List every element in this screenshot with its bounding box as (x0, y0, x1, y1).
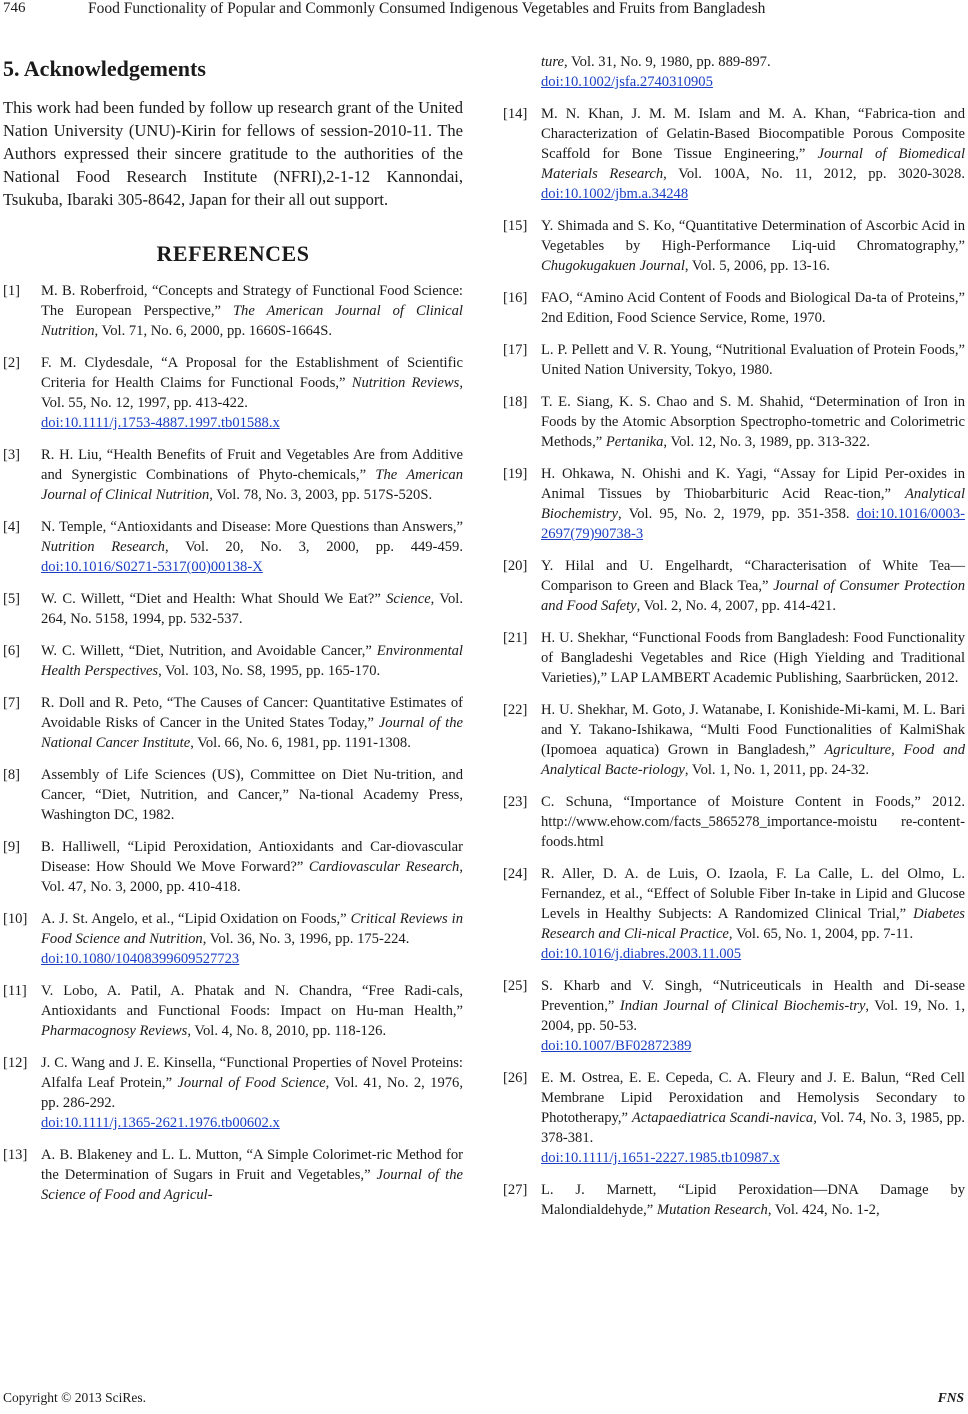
reference-text: M. N. Khan, J. M. M. Islam and M. A. Khan, “Fabrica-tion and Characterization of Gelatin-Based Biocompatible Porous Composite Scaffold for Bone Tissue Engineering,” (541, 106, 965, 162)
reference-journal: Mutation Research (656, 1202, 768, 1218)
reference-text: V. Lobo, A. Patil, A. Phatak and N. Chandra, “Free Radi-cals, Antioxidants and Functional Foods: Impact on Hu-man Health,” (41, 983, 463, 1019)
reference-item (503, 976, 965, 1056)
reference-details: , Vol. 74, No. 3, 1985, pp. 378-381. (541, 1110, 965, 1146)
acknowledgements-text: This work had been funded by follow up research grant of the United Nation University (UNU)-Kirin for fellows of session-2010-11. The Authors expressed their sincere gratitude to the authorities of the National Food Research Institute (NFRI),2-1-12 Kannondai, Tsukuba, Ibaraki 305-8642, Japan for their all out support. (3, 98, 463, 209)
reference-item (503, 464, 965, 544)
reference-journal: Journal of Biomedical Materials Research (541, 146, 966, 182)
reference-journal: The American Journal of Clinical Nutrition (41, 303, 463, 339)
reference-number: [12] (3, 1055, 28, 1071)
reference-details: , Vol. 1, No. 1, 2011, pp. 24-32. (684, 762, 870, 778)
reference-text: H. U. Shekhar, “Functional Foods from Bangladesh: Food Functionality of Bangladeshi Vegetables and Rice (High Yielding and Traditional Varieties),” LAP LAMBERT Academic Publishing, Saarbrücken, 2012. (541, 630, 965, 686)
reference-item (3, 281, 463, 341)
reference-text: S. Kharb and V. Singh, “Nutriceuticals in Health and Di-sease Prevention,” (541, 978, 965, 1014)
reference-details: , Vol. 55, No. 12, 1997, pp. 413-422. (41, 375, 463, 411)
reference-item (3, 641, 463, 681)
reference-text: Y. Hilal and U. Engelhardt, “Characterisation of White Tea—Comparison to Green and Black Tea,” (541, 558, 965, 594)
reference-details: , Vol. 65, No. 1, 2004, pp. 7-11. (728, 926, 914, 942)
reference-text: L. P. Pellett and V. R. Young, “Nutritional Evaluation of Protein Foods,” United Nation University, Tokyo, 1980. (541, 342, 965, 378)
reference-details: , Vol. 5, 2006, pp. 13-16. (684, 258, 830, 274)
reference-number: [6] (3, 643, 21, 659)
reference-item (503, 216, 965, 276)
doi-link[interactable]: doi:10.1080/10408399609527723 (41, 951, 240, 967)
reference-text: A. B. Blakeney and L. L. Mutton, “A Simple Colorimet-ric Method for the Determination of Sugars in Fruit and Vegetables,” (41, 1147, 463, 1183)
reference-item (3, 517, 463, 577)
left-column (3, 50, 463, 1217)
reference-text: R. Doll and R. Peto, “The Causes of Cancer: Quantitative Estimates of Avoidable Risks of Cancer in the United States Today,” (41, 695, 463, 731)
continued-reference-details: , Vol. 31, No. 9, 1980, pp. 889-897. (563, 54, 771, 70)
reference-journal: Nutrition Reviews (351, 375, 460, 391)
doi-link[interactable]: doi:10.1002/jsfa.2740310905 (541, 74, 713, 90)
reference-details: , Vol. 264, No. 5158, 1994, pp. 532-537. (41, 591, 463, 627)
reference-journal: Indian Journal of Clinical Biochemis-try (619, 998, 866, 1014)
reference-text: W. C. Willett, “Diet, Nutrition, and Avoidable Cancer,” (41, 643, 377, 659)
page-number: 746 (3, 0, 26, 16)
copyright-notice: Copyright © 2013 SciRes. (3, 1390, 147, 1405)
reference-details: , Vol. 41, No. 2, 1976, pp. 286-292. (41, 1075, 464, 1111)
reference-journal: The American Journal of Clinical Nutrition (41, 467, 464, 503)
reference-item (3, 981, 463, 1041)
reference-item (503, 556, 965, 616)
reference-journal: Nutrition Research (41, 539, 165, 555)
reference-details: , Vol. 66, No. 6, 1981, pp. 1191-1308. (190, 735, 411, 751)
reference-text: L. J. Marnett, “Lipid Peroxidation—DNA Damage by Malondialdehyde,” (541, 1182, 965, 1218)
doi-link[interactable]: doi:10.1016/0003-2697(79)90738-3 (541, 506, 965, 542)
reference-journal: Environmental Health Perspectives (41, 643, 463, 679)
reference-text: Assembly of Life Sciences (US), Committee on Diet Nu-trition, and Cancer, “Diet, Nutrition, and Cancer,” Na-tional Academy Press, Washington DC, 1982. (41, 767, 463, 823)
reference-text: A. J. St. Angelo, et al., “Lipid Oxidation on Foods,” (41, 911, 351, 927)
reference-number: [24] (503, 866, 528, 882)
doi-link[interactable]: doi:10.1002/jbm.a.34248 (541, 186, 689, 202)
reference-details: , Vol. 2, No. 4, 2007, pp. 414-421. (636, 598, 836, 614)
journal-abbreviation: FNS (937, 1390, 964, 1405)
reference-text: R. H. Liu, “Health Benefits of Fruit and Vegetables Are from Additive and Synergistic Combinations of Phyto-chemicals,” (41, 447, 463, 483)
reference-journal: Diabetes Research and Cli-nical Practice (541, 906, 965, 942)
reference-details: , Vol. 71, No. 6, 2000, pp. 1660S-1664S. (94, 323, 332, 339)
reference-journal: Pertanika (605, 434, 664, 450)
reference-number: [4] (3, 519, 21, 535)
reference-item (3, 693, 463, 753)
reference-item (503, 340, 965, 380)
reference-number: [10] (3, 911, 28, 927)
reference-item (503, 1068, 965, 1168)
reference-item (503, 104, 965, 204)
acknowledgements-heading: 5. Acknowledgements (3, 56, 206, 81)
reference-text: W. C. Willett, “Diet and Health: What Should We Eat?” (41, 591, 387, 607)
reference-item (3, 1145, 463, 1205)
doi-link[interactable]: doi:10.1007/BF02872389 (541, 1038, 692, 1054)
reference-number: [13] (3, 1147, 28, 1163)
reference-number: [11] (3, 983, 27, 999)
reference-item (3, 353, 463, 433)
continued-reference-journal: ture (541, 54, 564, 70)
reference-item (503, 1180, 965, 1220)
reference-details: , Vol. 20, No. 3, 2000, pp. 449-459. (164, 539, 463, 555)
reference-number: [21] (503, 630, 528, 646)
reference-text: C. Schuna, “Importance of Moisture Content in Foods,” 2012. http://www.ehow.com/facts_5865278_importance-moistu re-content-foods.html (541, 794, 965, 850)
reference-journal: Actapaediatrica Scandi-navica (631, 1110, 814, 1126)
reference-details: , Vol. 19, No. 1, 2004, pp. 50-53. (541, 998, 965, 1034)
reference-text: R. Aller, D. A. de Luis, O. Izaola, F. La Calle, L. del Olmo, L. Fernandez, et al., “Effect of Soluble Fiber In-take in Lipid and Glucose Levels in Healthy Subjects: A Randomized Clinical Trial,” (541, 866, 965, 922)
reference-journal: Science (386, 591, 431, 607)
reference-number: [3] (3, 447, 21, 463)
reference-details: , Vol. 95, No. 2, 1979, pp. 351-358. (618, 506, 857, 522)
reference-journal: Cardiovascular Research (308, 859, 460, 875)
reference-text: J. C. Wang and J. E. Kinsella, “Functional Properties of Novel Proteins: Alfalfa Leaf Protein,” (41, 1055, 463, 1091)
reference-journal: Journal of the Science of Food and Agricul- (41, 1167, 463, 1203)
reference-number: [22] (503, 702, 528, 718)
reference-number: [5] (3, 591, 21, 607)
reference-text: F. M. Clydesdale, “A Proposal for the Establishment of Scientific Criteria for Health Claims for Functional Foods,” (41, 355, 463, 391)
reference-details: , Vol. 4, No. 8, 2010, pp. 118-126. (187, 1023, 387, 1039)
reference-number: [1] (3, 283, 21, 299)
reference-item (3, 445, 463, 505)
reference-number: [23] (503, 794, 528, 810)
reference-journal: Chugokugakuen Journal (541, 258, 685, 274)
reference-number: [19] (503, 466, 528, 482)
reference-text: T. E. Siang, K. S. Chao and S. M. Shahid, “Determination of Iron in Foods by the Atomic Absorption Spectropho-tometric and Colorimetric Methods,” (541, 394, 965, 450)
reference-item (503, 700, 965, 780)
reference-details: , Vol. 424, No. 1-2, (767, 1202, 880, 1218)
reference-number: [9] (3, 839, 21, 855)
reference-details: , Vol. 103, No. S8, 1995, pp. 165-170. (158, 663, 381, 679)
reference-details: , Vol. 78, No. 3, 2003, pp. 517S-520S. (209, 487, 433, 503)
reference-item (503, 392, 965, 452)
reference-item (3, 837, 463, 897)
reference-number: [16] (503, 290, 528, 306)
reference-text: M. B. Roberfroid, “Concepts and Strategy of Functional Food Science: The European Perspective,” (41, 283, 463, 319)
reference-item (503, 864, 965, 964)
reference-item (3, 1053, 463, 1133)
reference-number: [26] (503, 1070, 528, 1086)
reference-item (3, 765, 463, 825)
continued-reference (503, 52, 965, 92)
reference-text: FAO, “Amino Acid Content of Foods and Biological Da-ta of Proteins,” 2nd Edition, Food Science Service, Rome, 1970. (541, 290, 965, 326)
doi-link[interactable]: doi:10.1111/j.1753-4887.1997.tb01588.x (41, 415, 280, 431)
reference-journal: Pharmacognosy Reviews (41, 1023, 188, 1039)
reference-details: , Vol. 100A, No. 11, 2012, pp. 3020-3028. (663, 166, 966, 182)
reference-item (503, 792, 965, 852)
reference-number: [2] (3, 355, 21, 371)
reference-number: [15] (503, 218, 528, 234)
doi-link[interactable]: doi:10.1016/S0271-5317(00)00138-X (41, 559, 263, 575)
reference-item (503, 628, 965, 688)
reference-text: N. Temple, “Antioxidants and Disease: More Questions than Answers,” (41, 519, 463, 535)
reference-text: H. U. Shekhar, M. Goto, J. Watanabe, I. Konishide-Mi-kami, M. L. Bari and Y. Takano-Ishikawa, “Multi Food Functionalities of KalmiShak (Ipomoea aquatica) Grown in Bangladesh,” (541, 702, 965, 758)
references-heading: REFERENCES (156, 241, 310, 266)
reference-number: [17] (503, 342, 528, 358)
reference-number: [14] (503, 106, 528, 122)
reference-text: B. Halliwell, “Lipid Peroxidation, Antioxidants and Car-diovascular Disease: How Should We Move Forward?” (41, 839, 463, 875)
reference-journal: Journal of the National Cancer Institute (41, 715, 463, 751)
reference-journal: Analytical Biochemistry (541, 486, 965, 522)
reference-details: , Vol. 12, No. 3, 1989, pp. 313-322. (663, 434, 871, 450)
reference-journal: Journal of Food Science (177, 1075, 326, 1091)
reference-item (503, 288, 965, 328)
reference-details: , Vol. 47, No. 3, 2000, pp. 410-418. (41, 859, 463, 895)
reference-number: [20] (503, 558, 528, 574)
doi-link[interactable]: doi:10.1111/j.1651-2227.1985.tb10987.x (541, 1150, 780, 1166)
doi-link[interactable]: doi:10.1111/j.1365-2621.1976.tb00602.x (41, 1115, 280, 1131)
reference-text: H. Ohkawa, N. Ohishi and K. Yagi, “Assay for Lipid Per-oxides in Animal Tissues by Thiobarbituric Acid Reac-tion,” (541, 466, 965, 502)
reference-item (3, 909, 463, 969)
reference-number: [8] (3, 767, 21, 783)
references-list-left (3, 281, 463, 1205)
reference-number: [7] (3, 695, 21, 711)
reference-details: , Vol. 36, No. 3, 1996, pp. 175-224. (202, 931, 410, 947)
reference-text: E. M. Ostrea, E. E. Cepeda, C. A. Fleury and J. E. Balun, “Red Cell Membrane Lipid Peroxidation and Hemolysis Secondary to Phototherapy,” (541, 1070, 965, 1126)
reference-text: Y. Shimada and S. Ko, “Quantitative Determination of Ascorbic Acid in Vegetables by High-Performance Liq-uid Chromatography,” (541, 218, 965, 254)
doi-link[interactable]: doi:10.1016/j.diabres.2003.11.005 (541, 946, 742, 962)
reference-number: [27] (503, 1182, 528, 1198)
reference-item (3, 589, 463, 629)
reference-number: [18] (503, 394, 528, 410)
running-title: Food Functionality of Popular and Commonly Consumed Indigenous Vegetables and Fruits from Bangladesh (88, 0, 766, 17)
references-list-right (503, 104, 965, 1220)
page-header (0, 0, 968, 22)
reference-journal: Agriculture, Food and Analytical Bacte-riology (541, 742, 965, 778)
right-column (503, 52, 965, 1232)
reference-journal: Journal of Consumer Protection and Food Safety (541, 578, 966, 614)
reference-number: [25] (503, 978, 528, 994)
reference-journal: Critical Reviews in Food Science and Nutrition (41, 911, 463, 947)
